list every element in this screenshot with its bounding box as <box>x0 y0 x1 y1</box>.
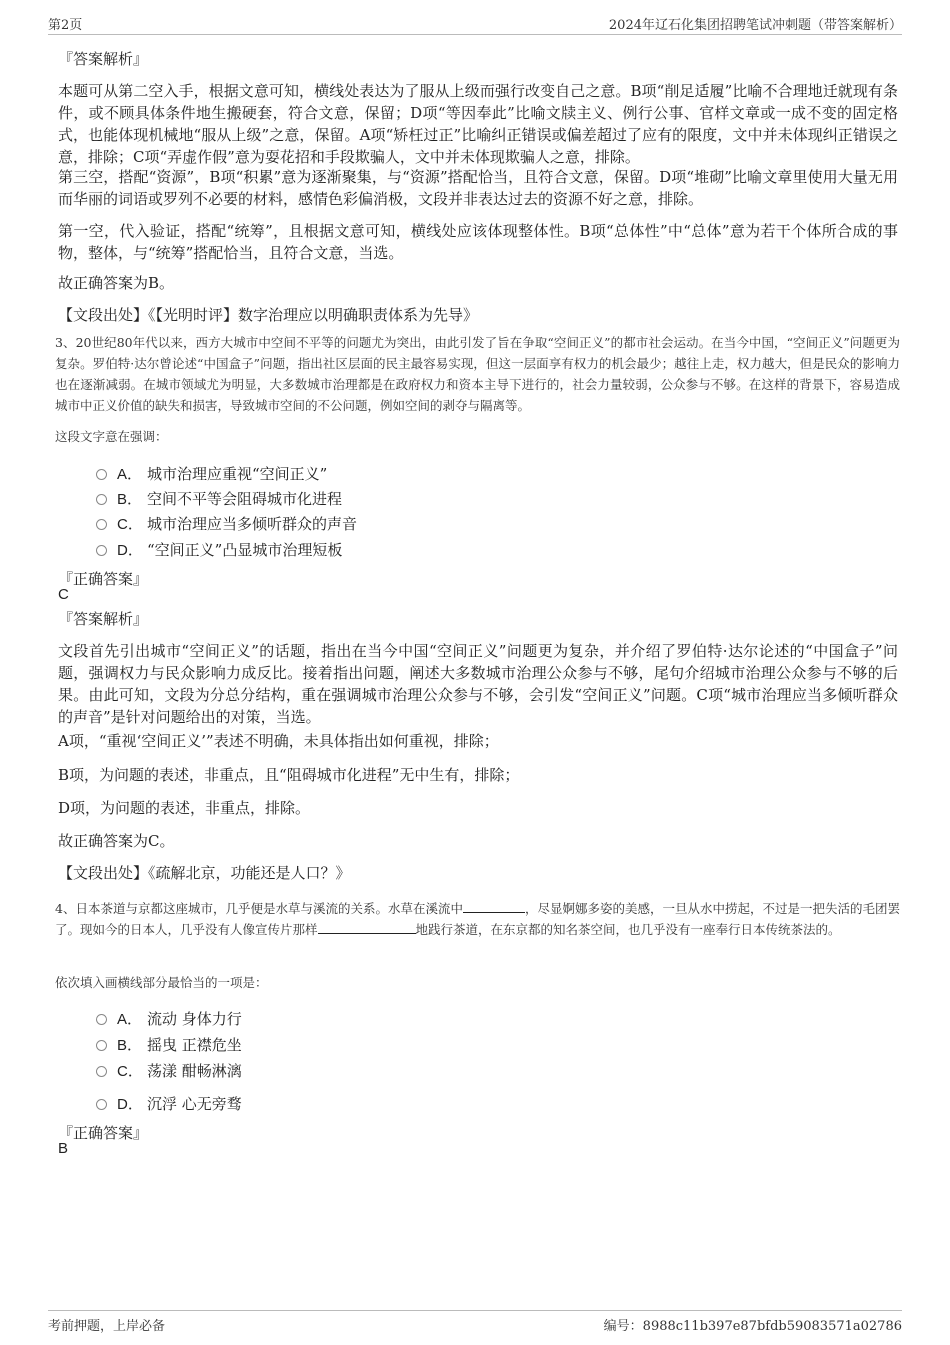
page-header <box>48 14 902 35</box>
q4-prompt: 依次填入画横线部分最恰当的一项是： <box>55 975 268 990</box>
q4-option-b[interactable]: B． 摇曳 正襟危坐 <box>96 1034 242 1056</box>
q2-analysis-p2: 第三空，搭配“资源”，B项“积累”意为逐渐聚集，与“资源”搭配恰当，且符合文意，保留。D项“堆砌”比喻文章里使用大量无用而华丽的词语或罗列不必要的材料，感情色彩偏消极，文段并非表达过去的资源不好之意，排除。 <box>58 168 898 208</box>
q3-source: 【文段出处】《疏解北京，功能还是人口？》 <box>58 864 351 882</box>
radio-button[interactable] <box>96 1040 107 1051</box>
page-footer <box>48 1310 902 1333</box>
q3-conclusion: 故正确答案为C。 <box>58 832 175 850</box>
q3-analysis-a4: D项，为问题的表述，非重点，排除。 <box>58 799 311 817</box>
footer-slogan: 考前押题，上岸必备 <box>48 1319 166 1334</box>
page-number: 第2页 <box>48 18 83 33</box>
q2-conclusion: 故正确答案为B。 <box>58 274 175 292</box>
q3-option-a[interactable]: A． 城市治理应重视“空间正义” <box>96 463 327 485</box>
q4-option-d[interactable]: D． 沉浮 心无旁骛 <box>96 1093 242 1115</box>
radio-button[interactable] <box>96 1014 107 1025</box>
q3-option-c[interactable]: C． 城市治理应当多倾听群众的声音 <box>96 513 357 535</box>
q3-analysis-label: 『答案解析』 <box>58 610 149 628</box>
q2-source: 【文段出处】《【光明时评】数字治理应以明确职责体系为先导》 <box>58 306 479 324</box>
radio-button[interactable] <box>96 1066 107 1077</box>
q3-analysis-a3: B项，为问题的表述，非重点，且“阻碍城市化进程”无中生有，排除； <box>58 766 520 784</box>
radio-button[interactable] <box>96 469 107 480</box>
fill-blank-1 <box>463 898 525 913</box>
q4-answer: B <box>58 1140 69 1157</box>
q3-stem: 3、20世纪80年代以来，西方大城市中空间不平等的问题尤为突出，由此引发了旨在争取“空间正义”的都市社会运动。在当今中国，“空间正义”问题更为复杂。罗伯特·达尔曾论述“中国盒子”问题，指出社区层面的民主最容易实现，但这一层面享有权力的机会最少；越往上走，权力越大，但是民众的影响力也在逐渐减弱。在城市领域尤为明显，大多数城市治理都是在政府权力和资本主导下进行的，社会力量较弱，公众参与不够。在这样的背景下，容易造成城市中正义价值的缺失和损害，导致城市空间的不公问题，例如空间的剥夺与隔离等。 <box>55 335 900 413</box>
q3-analysis-a2: A项，“重视‘空间正义’”表述不明确，未具体指出如何重视，排除； <box>58 732 499 750</box>
q3-option-b[interactable]: B． 空间不平等会阻碍城市化进程 <box>96 488 342 510</box>
q2-analysis-p3: 第一空，代入验证，搭配“统筹”，且根据文意可知，横线处应该体现整体性。B项“总体性”中“总体”意为若干个体所合成的事物，整体，与“统筹”搭配恰当，且符合文意，当选。 <box>58 222 898 262</box>
q4-option-c[interactable]: C． 荡漾 酣畅淋漓 <box>96 1060 242 1082</box>
q3-answer: C <box>58 586 69 603</box>
radio-button[interactable] <box>96 1099 107 1110</box>
radio-button[interactable] <box>96 545 107 556</box>
q3-prompt: 这段文字意在强调： <box>55 429 168 444</box>
radio-button[interactable] <box>96 494 107 505</box>
q4-answer-label: 『正确答案』 <box>58 1124 149 1142</box>
q2-analysis-p1: 本题可从第二空入手，根据文意可知，横线处表达为了服从上级而强行改变自己之意。B项“削足适履”比喻不合理地迁就现有条件，或不顾具体条件地生搬硬套，符合文意，保留；D项“等因奉此”比喻文牍主义、例行公事、官样文章或一成不变的固定格式，也能体现机械地“服从上级”之意，保留。A项“矫枉过正”比喻纠正错误或偏差超过了应有的限度，文中并未体现纠正错误之意，排除；C项“弄虚作假”意为耍花招和手段欺骗人，文中并未体现欺骗人之意，排除。 <box>58 82 898 166</box>
q4-option-a[interactable]: A． 流动 身体力行 <box>96 1008 242 1030</box>
q3-analysis-a1: 文段首先引出城市“空间正义”的话题，指出在当今中国“空间正义”问题更为复杂，并介绍了罗伯特·达尔论述的“中国盒子”问题，强调权力与民众影响力成反比。接着指出问题，阐述大多数城市治理公众参与不够，尾句介绍城市治理公众参与不够的后果。由此可知，文段为分总分结构，重在强调城市治理公众参与不够，会引发“空间正义”问题。C项“城市治理应当多倾听群众的声音”是针对问题给出的对策，当选。 <box>58 642 898 726</box>
q3-option-d[interactable]: D． “空间正义”凸显城市治理短板 <box>96 539 342 561</box>
document-title: 2024年辽石化集团招聘笔试冲刺题（带答案解析） <box>608 18 902 33</box>
q4-stem: 4、日本茶道与京都这座城市，几乎便是水草与溪流的关系。水草在溪流中 ，尽显婀娜多姿的美感，一旦从水中捞起，不过是一把失活的毛团罢了。现如今的日本人，几乎没有人像宣传片那样 地践行茶道，在东京都的知名茶空间，也几乎没有一座奉行日本传统茶法的。 <box>55 898 900 940</box>
document-id: 编号：8988c11b397e87bfdb59083571a02786 <box>603 1319 902 1334</box>
fill-blank-2 <box>318 919 416 934</box>
q3-answer-label: 『正确答案』 <box>58 570 149 588</box>
q2-analysis-label: 『答案解析』 <box>58 50 149 68</box>
radio-button[interactable] <box>96 519 107 530</box>
